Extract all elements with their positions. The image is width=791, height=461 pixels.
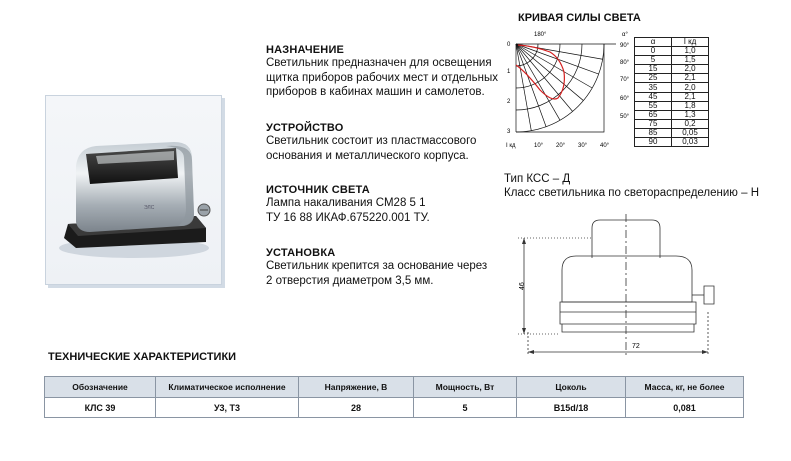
kss-type: Тип КСС – Д	[504, 173, 571, 185]
table-header: Обозначение	[45, 377, 156, 398]
tech-title: ТЕХНИЧЕСКИЕ ХАРАКТЕРИСТИКИ	[48, 351, 237, 363]
section-title: УСТРОЙСТВО	[266, 122, 344, 134]
section-line: Лампа накаливания СМ28 5 1	[266, 197, 426, 209]
intensity-cell: 2,1	[672, 92, 709, 101]
right-angle-label: 70°	[620, 77, 630, 83]
intensity-cell: 2,0	[672, 65, 709, 74]
angle-cell: 85	[635, 128, 672, 137]
socket-cell: В15d/18	[517, 398, 626, 418]
polar-curve-diagram	[504, 28, 636, 152]
top-angle-label: 180°	[534, 32, 547, 38]
angle-cell: 25	[635, 74, 672, 83]
section-purpose	[266, 44, 506, 100]
angle-cell: 55	[635, 101, 672, 110]
power-cell: 5	[414, 398, 517, 418]
section-line: Светильник состоит из пластмассового	[266, 135, 477, 147]
section-title: УСТАНОВКА	[266, 247, 336, 259]
scale-label: 3	[507, 129, 511, 135]
intensity-cell: 2,1	[672, 74, 709, 83]
bottom-label: 20°	[556, 143, 566, 149]
right-angle-label: 60°	[620, 96, 630, 102]
tech-spec-table	[44, 376, 744, 418]
table-row	[635, 83, 709, 92]
angle-cell: 5	[635, 56, 672, 65]
right-angle-label: 90°	[620, 43, 630, 49]
angle-cell: 90	[635, 138, 672, 147]
angle-cell: 65	[635, 110, 672, 119]
lamp-photo	[46, 96, 221, 284]
section-line: щитка приборов рабочих мест и отдельных	[266, 71, 498, 84]
scale-label: 1	[507, 69, 511, 75]
table-row	[635, 74, 709, 83]
intensity-cell: 1,8	[672, 101, 709, 110]
angle-cell: 0	[635, 47, 672, 56]
angle-cell: 75	[635, 119, 672, 128]
table-row	[635, 110, 709, 119]
intensity-cell: 1,5	[672, 56, 709, 65]
bottom-label: 40°	[600, 143, 610, 149]
table-row	[635, 56, 709, 65]
angle-intensity-table	[634, 37, 709, 147]
table-row	[635, 92, 709, 101]
product-photo-frame	[45, 95, 222, 285]
photo-lens-label: ЭЛС	[144, 205, 155, 211]
section-device	[266, 122, 506, 163]
section-line: приборов в кабинах машин и самолетов.	[266, 86, 485, 98]
scale-label: 2	[507, 99, 511, 105]
section-line: Светильник крепится за основание через	[266, 260, 488, 272]
designation-cell: КЛС 39	[45, 398, 156, 418]
bottom-label: I кд	[506, 143, 516, 149]
table-row	[635, 101, 709, 110]
dimension-drawing	[516, 212, 746, 362]
section-line: Светильник предназначен для освещения	[266, 57, 492, 69]
section-line: основания и металлического корпуса.	[266, 149, 469, 162]
table-header: Масса, кг, не более	[626, 377, 744, 398]
intensity-cell: 1,0	[672, 47, 709, 56]
section-title: НАЗНАЧЕНИЕ	[266, 44, 345, 56]
table-row	[635, 138, 709, 147]
angle-cell: 15	[635, 65, 672, 74]
table-header: Климатическое исполнение	[156, 377, 299, 398]
mass-cell: 0,081	[626, 398, 744, 418]
intensity-cell: 0,03	[672, 138, 709, 147]
section-installation	[266, 247, 506, 288]
section-line: ТУ 16 88 ИКАФ.675220.001 ТУ.	[266, 211, 430, 224]
table-header-row	[45, 377, 744, 398]
angle-cell: 45	[635, 92, 672, 101]
section-title: ИСТОЧНИК СВЕТА	[266, 184, 370, 196]
right-angle-label: 80°	[620, 60, 630, 66]
table-row	[635, 47, 709, 56]
table-row	[635, 65, 709, 74]
intensity-cell: 0,05	[672, 128, 709, 137]
curve-title: КРИВАЯ СИЛЫ СВЕТА	[518, 12, 641, 24]
section-light-source	[266, 184, 506, 225]
intensity-cell: 2,0	[672, 83, 709, 92]
climate-cell: У3, Т3	[156, 398, 299, 418]
table-header: Напряжение, В	[299, 377, 414, 398]
bottom-label: 10°	[534, 143, 544, 149]
bottom-label: 30°	[578, 143, 588, 149]
intensity-cell: 1,3	[672, 110, 709, 119]
table-header: Мощность, Вт	[414, 377, 517, 398]
table-header: Цоколь	[517, 377, 626, 398]
right-angle-label: 50°	[620, 114, 630, 120]
angle-cell: 35	[635, 83, 672, 92]
table-header: I кд	[672, 38, 709, 47]
alpha-corner-label: α°	[622, 32, 628, 38]
height-dimension: 46	[519, 282, 526, 290]
table-header: α	[635, 38, 672, 47]
voltage-cell: 28	[299, 398, 414, 418]
intensity-cell: 0,2	[672, 119, 709, 128]
width-dimension: 72	[632, 343, 640, 350]
light-distribution-class: Класс светильника по светораспределению – Н	[504, 187, 760, 199]
scale-label: 0	[507, 42, 511, 48]
table-row	[45, 398, 744, 418]
section-line: 2 отверстия диаметром 3,5 мм.	[266, 274, 434, 287]
